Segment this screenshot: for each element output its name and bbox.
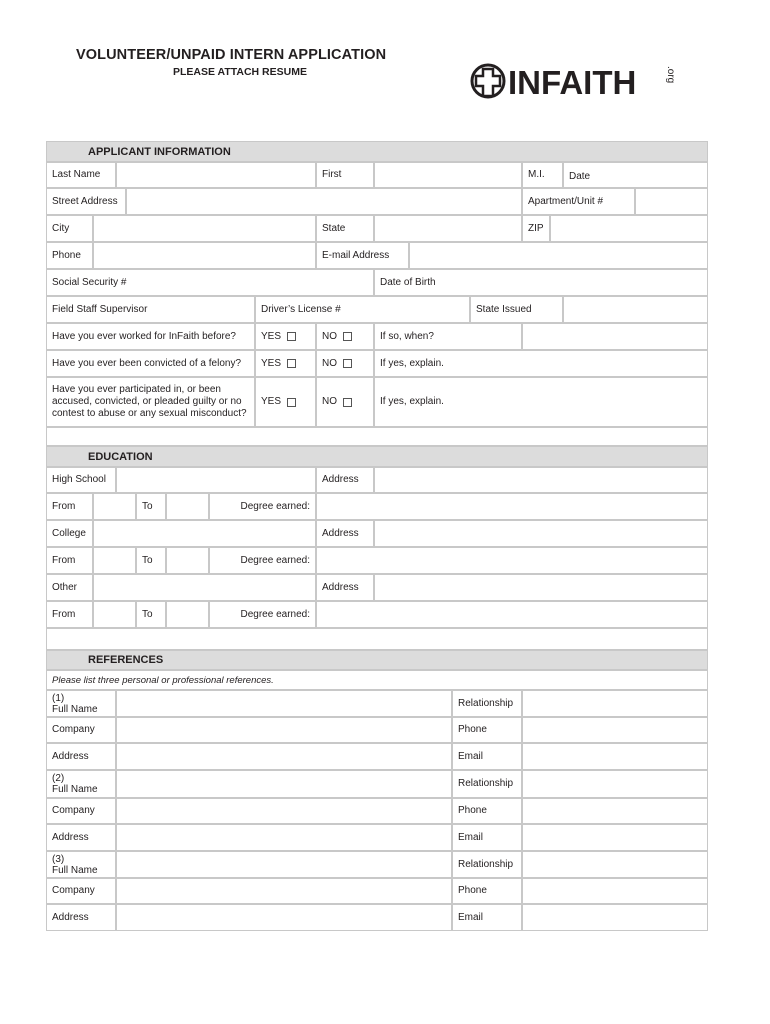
yes-label: YES <box>261 357 282 369</box>
reference-number: (2) <box>52 773 65 784</box>
references-instructions: Please list three personal or professional references. <box>46 670 708 690</box>
state-label: State <box>316 215 374 242</box>
street-address-input[interactable] <box>126 188 522 215</box>
reference-3-relationship-input[interactable] <box>522 851 708 878</box>
high-school-input[interactable] <box>116 467 316 493</box>
high-school-address-input[interactable] <box>374 467 708 493</box>
reference-1-email-input[interactable] <box>522 743 708 770</box>
hs-to-label: To <box>136 493 166 520</box>
reference-2-full-name-label <box>46 770 116 798</box>
other-to-label: To <box>136 601 166 628</box>
state-issued-input[interactable] <box>563 296 708 323</box>
apartment-input[interactable] <box>635 188 708 215</box>
college-address-label: Address <box>316 520 374 547</box>
high-school-address-label: Address <box>316 467 374 493</box>
other-from-label: From <box>46 601 93 628</box>
reference-3-email-input[interactable] <box>522 904 708 931</box>
reference-3-company-input[interactable] <box>116 878 452 904</box>
yes-label: YES <box>261 396 282 407</box>
city-label: City <box>46 215 93 242</box>
checkbox-icon[interactable] <box>343 332 352 341</box>
infaith-logo <box>468 60 678 104</box>
other-address-input[interactable] <box>374 574 708 601</box>
q2-yes-option[interactable] <box>255 350 316 377</box>
logo-text: INFAITH <box>508 64 637 101</box>
reference-1-relationship-label: Relationship <box>452 690 522 717</box>
reference-2-relationship-label: Relationship <box>452 770 522 798</box>
reference-3-address-label: Address <box>46 904 116 931</box>
zip-input[interactable] <box>550 215 708 242</box>
full-name-text: Full Name <box>52 784 98 795</box>
q3-no-option[interactable] <box>316 377 374 427</box>
reference-3-full-name-label <box>46 851 116 878</box>
full-name-text: Full Name <box>52 703 98 715</box>
q2-explain-field[interactable]: If yes, explain. <box>374 350 708 377</box>
ssn-field[interactable]: Social Security # <box>46 269 374 296</box>
reference-3-address-input[interactable] <box>116 904 452 931</box>
reference-1-company-label: Company <box>46 717 116 743</box>
hs-to-input[interactable] <box>166 493 209 520</box>
zip-label: ZIP <box>522 215 550 242</box>
q3-yes-option[interactable] <box>255 377 316 427</box>
full-name-text: Full Name <box>52 864 98 876</box>
logo-suffix: .org <box>665 66 676 84</box>
no-label: NO <box>322 396 337 407</box>
phone-input[interactable] <box>93 242 316 269</box>
college-label: College <box>46 520 93 547</box>
city-input[interactable] <box>93 215 316 242</box>
college-to-input[interactable] <box>166 547 209 574</box>
if-so-when-input[interactable] <box>522 323 708 350</box>
drivers-license-field[interactable]: Driver’s License # <box>255 296 470 323</box>
college-from-label: From <box>46 547 93 574</box>
other-from-input[interactable] <box>93 601 136 628</box>
reference-2-full-name-input[interactable] <box>116 770 452 798</box>
email-label: E-mail Address <box>316 242 409 269</box>
reference-1-relationship-input[interactable] <box>522 690 708 717</box>
reference-1-full-name-input[interactable] <box>116 690 452 717</box>
high-school-label: High School <box>46 467 116 493</box>
question-misconduct: Have you ever participated in, or been accused, convicted, or pleaded guilty or no contest to abuse or any sexual misconduct? <box>46 377 255 427</box>
reference-3-email-label: Email <box>452 904 522 931</box>
other-label: Other <box>46 574 93 601</box>
q1-no-option[interactable] <box>316 323 374 350</box>
question-worked-before: Have you ever worked for InFaith before? <box>46 323 255 350</box>
q2-no-option[interactable] <box>316 350 374 377</box>
section-education: EDUCATION <box>46 446 708 467</box>
reference-1-full-name-label <box>46 690 116 717</box>
hs-from-label: From <box>46 493 93 520</box>
phone-label: Phone <box>46 242 93 269</box>
middle-initial-label: M.I. <box>522 162 563 188</box>
hs-from-input[interactable] <box>93 493 136 520</box>
reference-3-company-label: Company <box>46 878 116 904</box>
state-issued-label: State Issued <box>470 296 563 323</box>
q3-explain-field[interactable]: If yes, explain. <box>374 377 708 427</box>
reference-2-email-label: Email <box>452 824 522 851</box>
hs-degree-input[interactable] <box>316 493 708 520</box>
reference-3-full-name-input[interactable] <box>116 851 452 878</box>
hs-degree-label: Degree earned: <box>209 493 316 520</box>
first-name-input[interactable] <box>374 162 522 188</box>
college-address-input[interactable] <box>374 520 708 547</box>
checkbox-icon[interactable] <box>343 359 352 368</box>
reference-1-email-label: Email <box>452 743 522 770</box>
checkbox-icon[interactable] <box>343 398 352 407</box>
reference-2-address-input[interactable] <box>116 824 452 851</box>
spacer-row <box>46 628 708 650</box>
field-staff-supervisor-field[interactable]: Field Staff Supervisor <box>46 296 255 323</box>
college-input[interactable] <box>93 520 316 547</box>
section-references: REFERENCES <box>46 650 708 670</box>
reference-3-phone-input[interactable] <box>522 878 708 904</box>
checkbox-icon[interactable] <box>287 359 296 368</box>
email-input[interactable] <box>409 242 708 269</box>
date-of-birth-field[interactable]: Date of Birth <box>374 269 708 296</box>
reference-1-phone-input[interactable] <box>522 717 708 743</box>
infaith-cross-icon <box>468 60 678 104</box>
other-to-input[interactable] <box>166 601 209 628</box>
form-subtitle: PLEASE ATTACH RESUME <box>173 66 307 78</box>
street-address-label: Street Address <box>46 188 126 215</box>
reference-3-relationship-label: Relationship <box>452 851 522 878</box>
other-degree-label: Degree earned: <box>209 601 316 628</box>
state-input[interactable] <box>374 215 522 242</box>
other-address-label: Address <box>316 574 374 601</box>
question-felony: Have you ever been convicted of a felony? <box>46 350 255 377</box>
reference-3-phone-label: Phone <box>452 878 522 904</box>
no-label: NO <box>322 357 337 369</box>
reference-1-address-input[interactable] <box>116 743 452 770</box>
section-applicant-information: APPLICANT INFORMATION <box>46 141 708 162</box>
q1-yes-option[interactable] <box>255 323 316 350</box>
date-field[interactable]: Date <box>563 162 708 188</box>
reference-number: (1) <box>52 692 65 704</box>
last-name-label: Last Name <box>46 162 116 188</box>
other-input[interactable] <box>93 574 316 601</box>
reference-2-address-label: Address <box>46 824 116 851</box>
checkbox-icon[interactable] <box>287 398 296 407</box>
form-title: VOLUNTEER/UNPAID INTERN APPLICATION <box>76 47 387 63</box>
college-from-input[interactable] <box>93 547 136 574</box>
reference-1-phone-label: Phone <box>452 717 522 743</box>
reference-2-phone-label: Phone <box>452 798 522 824</box>
first-name-label: First <box>316 162 374 188</box>
reference-2-email-input[interactable] <box>522 824 708 851</box>
apartment-label: Apartment/Unit # <box>522 188 635 215</box>
reference-2-phone-input[interactable] <box>522 798 708 824</box>
reference-number: (3) <box>52 853 65 865</box>
college-degree-input[interactable] <box>316 547 708 574</box>
checkbox-icon[interactable] <box>287 332 296 341</box>
other-degree-input[interactable] <box>316 601 708 628</box>
reference-2-company-input[interactable] <box>116 798 452 824</box>
if-so-when-label: If so, when? <box>374 323 522 350</box>
reference-2-company-label: Company <box>46 798 116 824</box>
no-label: NO <box>322 330 337 342</box>
reference-1-address-label: Address <box>46 743 116 770</box>
college-to-label: To <box>136 547 166 574</box>
yes-label: YES <box>261 330 282 342</box>
spacer-row <box>46 427 708 446</box>
last-name-input[interactable] <box>116 162 316 188</box>
reference-2-relationship-input[interactable] <box>522 770 708 798</box>
college-degree-label: Degree earned: <box>209 547 316 574</box>
reference-1-company-input[interactable] <box>116 717 452 743</box>
